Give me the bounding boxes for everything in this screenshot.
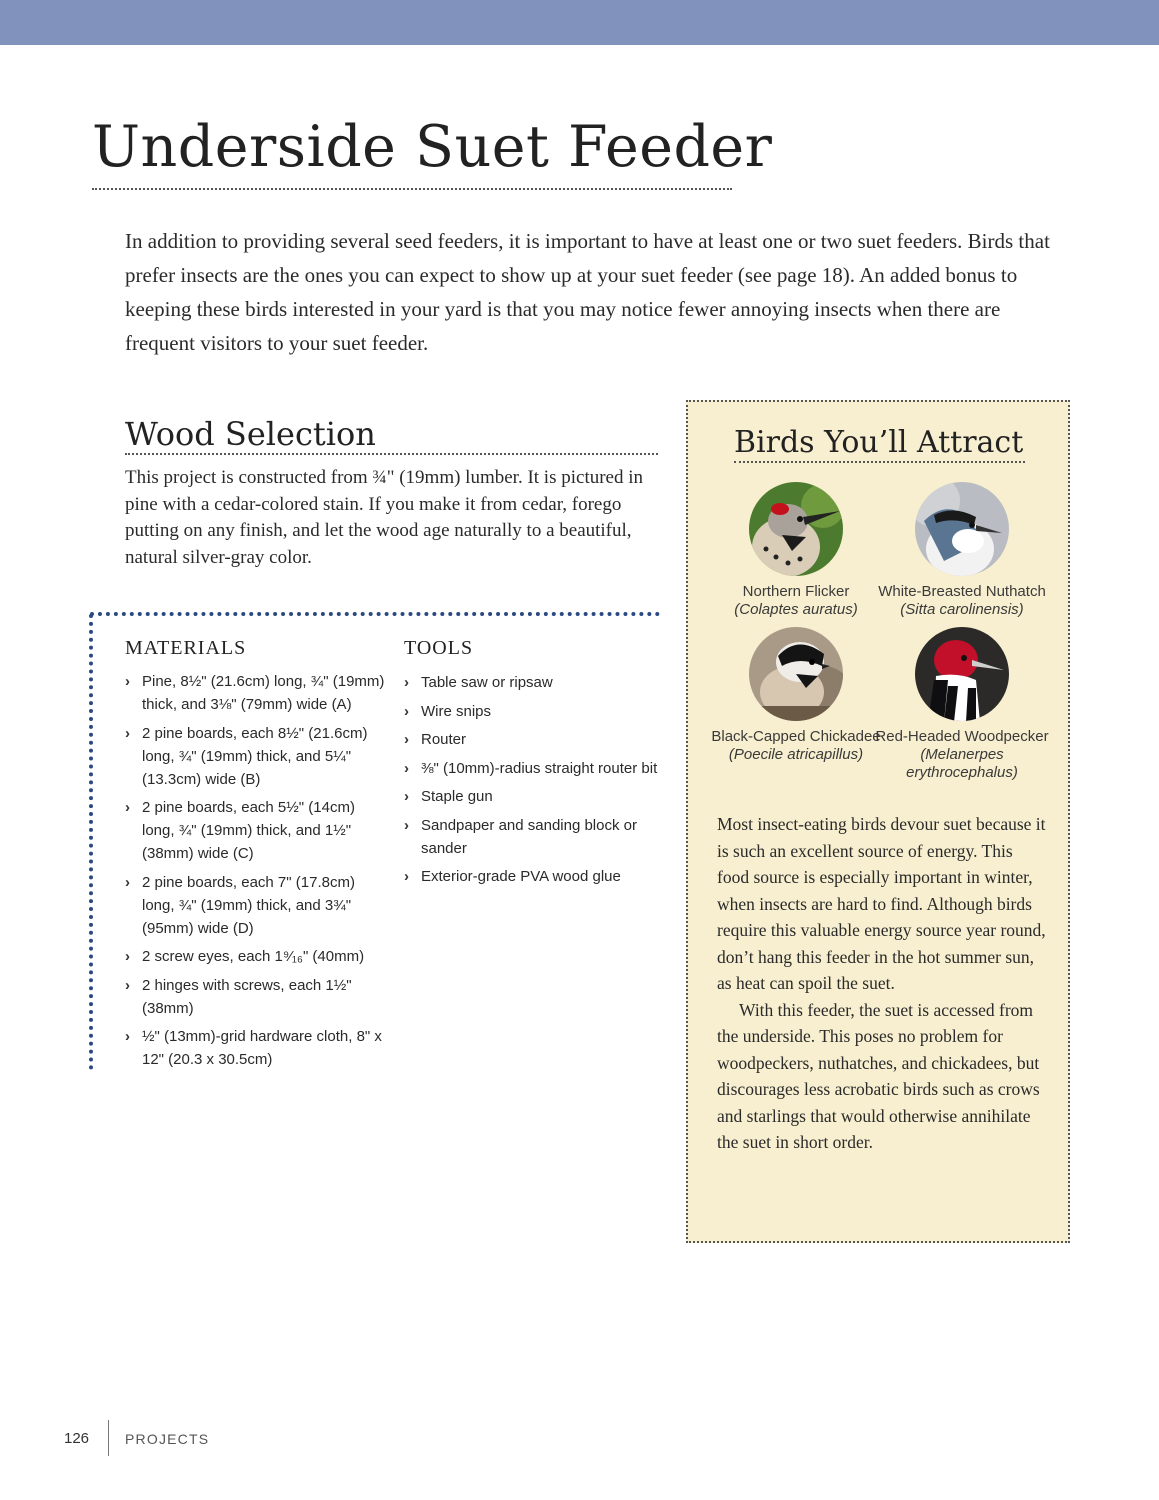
- list-item: › 2 pine boards, each 8½" (21.6cm) long, ¾" (19mm) thick, and 5¼" (13.3cm) wide (B): [125, 722, 387, 791]
- white-breasted-nuthatch-photo: [914, 481, 1010, 577]
- materials-top-border: [90, 612, 660, 616]
- list-item: › Table saw or ripsaw: [404, 671, 664, 694]
- list-item: › Exterior-grade PVA wood glue: [404, 865, 664, 888]
- bird-common-name: Red-Headed Woodpecker: [875, 728, 1049, 745]
- page-number: 126: [64, 1430, 90, 1447]
- sidebar-paragraph: With this feeder, the suet is accessed from the underside. This poses no problem for woodpeckers, nuthatches, and chickadees, but discourages less acrobatic birds such as crows and starlings that would otherwise annihilate the suet in short order.: [717, 999, 1040, 1152]
- tools-heading: TOOLS: [404, 637, 474, 659]
- tools-list: [404, 671, 664, 894]
- chevron-right-icon: ›: [125, 873, 130, 891]
- list-item: › 2 screw eyes, each 1⁹⁄₁₆" (40mm): [125, 945, 387, 968]
- materials-left-border: [89, 614, 93, 1070]
- chevron-right-icon: ›: [404, 731, 409, 748]
- list-item: › Staple gun: [404, 785, 664, 808]
- bird-northern-flicker: [701, 481, 891, 619]
- bird-red-headed-woodpecker: [867, 626, 1057, 782]
- materials-list: [125, 670, 387, 1077]
- section-name: PROJECTS: [125, 1431, 210, 1447]
- chevron-right-icon: ›: [404, 702, 409, 720]
- list-item: › 2 pine boards, each 7" (17.8cm) long, ¾" (19mm) thick, and 3¾" (95mm) wide (D): [125, 871, 387, 940]
- list-item: › ⅜" (10mm)-radius straight router bit: [404, 757, 664, 780]
- chevron-right-icon: ›: [125, 724, 130, 742]
- bird-scientific-name: (Melanerpes erythrocephalus): [906, 746, 1018, 781]
- bird-common-name: Black-Capped Chickadee: [711, 728, 881, 745]
- sidebar-paragraph: Most insect-eating birds devour suet because it is such an excellent source of energy. This food source is especially important in winter, when insects are hard to find. Although birds require this valuable energy source year round, don’t hang this feeder in the hot summer sun, as heat can spoil the suet.: [717, 814, 1046, 993]
- header-color-band: [0, 0, 1159, 45]
- wood-selection-divider: [125, 453, 658, 455]
- chevron-right-icon: ›: [404, 788, 409, 805]
- wood-selection-text: This project is constructed from ¾" (19mm) lumber. It is pictured in pine with a cedar-colored stain. If you make it from cedar, forego putting on any finish, and let the wood age naturally to a beautiful, natural silver-gray color.: [125, 467, 644, 568]
- list-item: › Router: [404, 728, 664, 751]
- bird-common-name: White-Breasted Nuthatch: [878, 583, 1046, 600]
- chevron-right-icon: ›: [404, 759, 409, 777]
- chevron-right-icon: ›: [125, 1028, 130, 1045]
- sidebar-title-divider: [734, 461, 1025, 463]
- bird-scientific-name: (Sitta carolinensis): [900, 601, 1024, 618]
- list-item: › Pine, 8½" (21.6cm) long, ¾" (19mm) thick, and 3⅛" (79mm) wide (A): [125, 670, 387, 716]
- title-divider: [92, 188, 732, 190]
- footer-divider: [108, 1420, 109, 1456]
- chevron-right-icon: ›: [404, 674, 409, 691]
- bird-white-breasted-nuthatch: [867, 481, 1057, 619]
- bird-scientific-name: (Poecile atricapillus): [728, 746, 864, 763]
- sidebar-body: [717, 811, 1047, 1156]
- bird-common-name: Northern Flicker: [742, 583, 850, 600]
- bird-black-capped-chickadee: [701, 626, 891, 764]
- intro-paragraph: In addition to providing several seed feeders, it is important to have at least one or two suet feeders. Birds that prefer insects are the ones you can expect to show up at your suet feeder (see page 18). An added bonus to keeping these birds interested in your yard is that you may notice fewer annoying insects when there are frequent visitors to your suet feeder.: [125, 229, 1050, 355]
- chevron-right-icon: ›: [125, 976, 130, 994]
- chevron-right-icon: ›: [125, 673, 130, 690]
- list-item: › Wire snips: [404, 700, 664, 723]
- page-title: Underside Suet Feeder: [92, 114, 773, 180]
- northern-flicker-photo: [748, 481, 844, 577]
- list-item: › Sandpaper and sanding block or sander: [404, 814, 664, 860]
- chevron-right-icon: ›: [125, 799, 130, 816]
- red-headed-woodpecker-photo: [914, 626, 1010, 722]
- chevron-right-icon: ›: [404, 816, 409, 834]
- sidebar-title: Birds You’ll Attract: [734, 425, 1024, 460]
- black-capped-chickadee-photo: [748, 626, 844, 722]
- list-item: › ½" (13mm)-grid hardware cloth, 8" x 12" (20.3 x 30.5cm): [125, 1025, 387, 1071]
- wood-selection-heading: Wood Selection: [125, 415, 376, 453]
- list-item: › 2 pine boards, each 5½" (14cm) long, ¾" (19mm) thick, and 1½" (38mm) wide (C): [125, 796, 387, 865]
- chevron-right-icon: ›: [404, 868, 409, 885]
- chevron-right-icon: ›: [125, 948, 130, 965]
- bird-scientific-name: (Colaptes auratus): [734, 601, 858, 618]
- materials-heading: MATERIALS: [125, 637, 247, 659]
- list-item: › 2 hinges with screws, each 1½" (38mm): [125, 974, 387, 1020]
